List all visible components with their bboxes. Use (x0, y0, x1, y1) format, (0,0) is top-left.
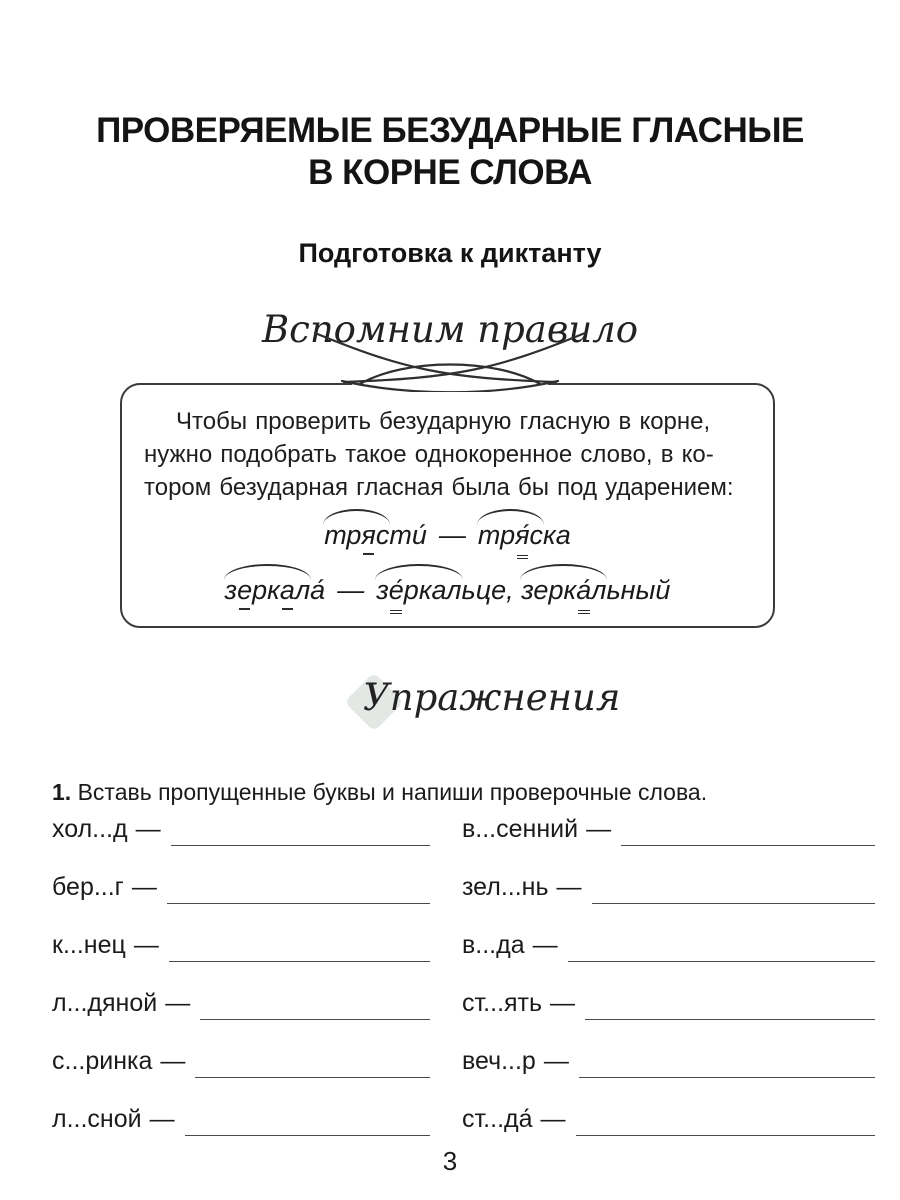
page-title-line1: ПРОВЕРЯЕМЫЕ БЕЗУДАРНЫЕ ГЛАСНЫЕ (96, 111, 804, 150)
word-part: ти́ (389, 520, 427, 550)
dash: — (556, 873, 582, 901)
rule-heading: Вспомним правило (261, 308, 639, 351)
exercise-word: ст...да́ (462, 1105, 533, 1133)
word-part: а́ (310, 575, 326, 605)
word-part: ркал (403, 575, 462, 605)
exercise-word: к...нец (52, 931, 126, 959)
rule-text-line: нужно подобрать такое однокоренное слово, в ко- (144, 441, 714, 468)
exercise-word: веч...р (462, 1047, 536, 1075)
exercise-word: л...сной (52, 1105, 142, 1133)
exercise-word: хол...д (52, 815, 128, 843)
exercise-word: л...дяной (52, 989, 158, 1017)
answer-blank-line[interactable] (171, 819, 430, 846)
answer-blank-line[interactable] (579, 1051, 875, 1078)
answer-blank-line[interactable] (167, 877, 430, 904)
exercise-item (52, 928, 430, 962)
answer-blank-line[interactable] (200, 993, 430, 1020)
answer-blank-line[interactable] (585, 993, 875, 1020)
word-part: з (376, 575, 389, 605)
dash: — (540, 1105, 566, 1133)
example-pair-2 (144, 573, 751, 606)
word-part: с (375, 520, 390, 550)
exercise-item (52, 1044, 430, 1078)
dash: — (149, 1105, 175, 1133)
root-arc (478, 518, 543, 551)
exercise-word: в...сенний (462, 815, 579, 843)
exercise-word: бер...г (52, 873, 124, 901)
dash: — (550, 989, 576, 1017)
exercise-column-left (52, 812, 430, 1160)
word-part: тр (324, 520, 362, 550)
task-number: 1. (52, 779, 72, 805)
stressed-vowel-mark: а́ (576, 575, 592, 605)
exercise-item (462, 1102, 875, 1136)
rule-text-line: Чтобы проверить безударную гласную в корне, (176, 408, 711, 435)
page-title-line2: В КОРНЕ СЛОВА (308, 153, 592, 192)
exercise-item (462, 870, 875, 904)
exercise-column-right (462, 812, 875, 1160)
word-part: ьный (606, 575, 671, 605)
dash: — (131, 873, 157, 901)
exercise-item (462, 1044, 875, 1078)
stressed-vowel-mark: я́ (515, 520, 530, 550)
exercises-heading (0, 668, 900, 750)
answer-blank-line[interactable] (169, 935, 430, 962)
word-part: ка (543, 520, 571, 550)
dash: — (532, 931, 558, 959)
unstressed-vowel-mark: е (237, 575, 253, 605)
exercise-item (462, 986, 875, 1020)
exercises-heading-text: Упражнения (363, 676, 621, 719)
root-arc (521, 573, 606, 606)
page-subtitle: Подготовка к диктанту (298, 238, 602, 268)
exercise-word: в...да (462, 931, 525, 959)
rule-box (120, 383, 775, 628)
stressed-vowel-mark: е́ (388, 575, 404, 605)
answer-blank-line[interactable] (195, 1051, 430, 1078)
dash: — (438, 520, 466, 550)
rule-section (0, 308, 900, 630)
exercise-word: зел...нь (462, 873, 549, 901)
answer-blank-line[interactable] (621, 819, 875, 846)
page-number: 3 (442, 1146, 458, 1176)
dash: — (135, 815, 161, 843)
unstressed-vowel-mark: а (279, 575, 295, 605)
word-part: тр (477, 520, 516, 550)
word-part: с (529, 520, 544, 550)
answer-blank-line[interactable] (592, 877, 875, 904)
dash: — (160, 1047, 186, 1075)
answer-blank-line[interactable] (185, 1109, 430, 1136)
unstressed-vowel-mark: я (361, 520, 376, 550)
answer-blank-line[interactable] (568, 935, 875, 962)
task-instruction (52, 779, 852, 806)
root-arc (225, 573, 311, 606)
dash: — (165, 989, 191, 1017)
word-part: л (591, 575, 607, 605)
word-part: з (224, 575, 238, 605)
task-text: Вставь пропущенные буквы и напиши проверочные слова. (77, 779, 708, 805)
root-arc (324, 518, 389, 551)
dash: — (133, 931, 159, 959)
dash: — (543, 1047, 569, 1075)
dash: — (337, 575, 365, 605)
rule-text-line: тором безударная гласная была бы под ударением: (144, 474, 734, 501)
exercise-item (462, 928, 875, 962)
root-arc (376, 573, 461, 606)
word-part: зерк (521, 575, 577, 605)
example-pair-1 (144, 518, 751, 551)
word-part: л (294, 575, 311, 605)
dash: — (586, 815, 612, 843)
word-part: ьце, (461, 575, 514, 605)
word-part: рк (252, 575, 280, 605)
exercise-word: ст...ять (462, 989, 543, 1017)
exercise-item (462, 812, 875, 846)
exercise-item (52, 812, 430, 846)
page-title (0, 110, 900, 194)
exercise-item (52, 986, 430, 1020)
exercise-item (52, 1102, 430, 1136)
exercise-word: с...ринка (52, 1047, 153, 1075)
exercise-item (52, 870, 430, 904)
answer-blank-line[interactable] (576, 1109, 875, 1136)
